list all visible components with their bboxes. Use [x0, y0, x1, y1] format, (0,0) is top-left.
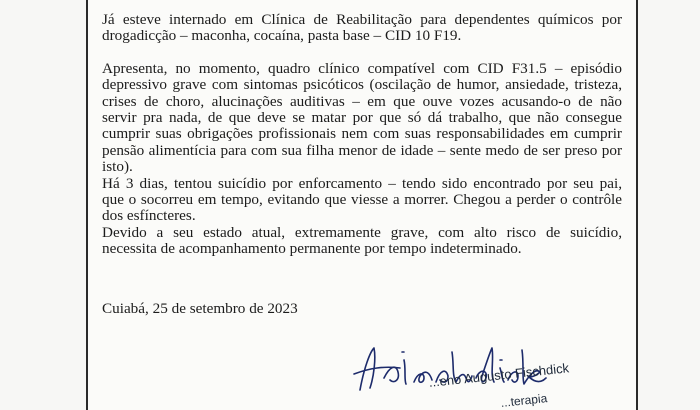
stamp-role: ...terapia — [500, 391, 548, 410]
stamp-name: ...eno Augusto Fischdick — [428, 360, 570, 390]
text-line: drogadicção – maconha, cocaína, pasta base – CID 10 F19. — [102, 27, 462, 45]
text-line: Apresenta, no momento, quadro clínico compatível com CID F31.5 – episódio — [102, 59, 622, 77]
text-line: servir pra nada, de que deve se matar por que só dá trabalho, que não consegue — [102, 109, 622, 127]
text-line: cumprir suas obrigações profissionais nem com suas responsabilidades em cumprir — [102, 125, 622, 143]
text-line: pensão alimentícia para com sua filha menor de idade – sente medo de ser preso por — [102, 141, 622, 159]
date-line: Cuiabá, 25 de setembro de 2023 — [102, 300, 298, 317]
paragraph-clinical-picture — [102, 61, 622, 176]
text-line: Há 3 dias, tentou suicídio por enforcamento – tendo sido encontrado por seu pai, — [102, 174, 622, 192]
paragraph-suicide-attempt — [102, 176, 622, 225]
document-body — [102, 12, 622, 258]
text-line: crises de choro, alucinações auditivas – em que ouve vozes acusando-o de não — [102, 92, 622, 110]
text-line: que o socorreu em tempo, evitando que viesse a morrer. Chegou a perder o contrôle — [102, 191, 622, 209]
paragraph-clinic-history — [102, 12, 622, 45]
text-line: depressivo grave com sintomas psicóticos (oscilação de humor, ansiedade, tristeza, — [102, 76, 622, 94]
text-line: necessita de acompanhamento permanente por tempo indeterminado. — [102, 240, 522, 258]
paragraph-recommendation — [102, 225, 622, 258]
text-line: dos esfíncteres. — [102, 207, 196, 225]
text-line: Já esteve internado em Clínica de Reabilitação para dependentes químicos por — [102, 11, 622, 28]
text-line: isto). — [102, 158, 133, 176]
text-line: Devido a seu estado atual, extremamente grave, com alto risco de suicídio, — [102, 223, 622, 241]
